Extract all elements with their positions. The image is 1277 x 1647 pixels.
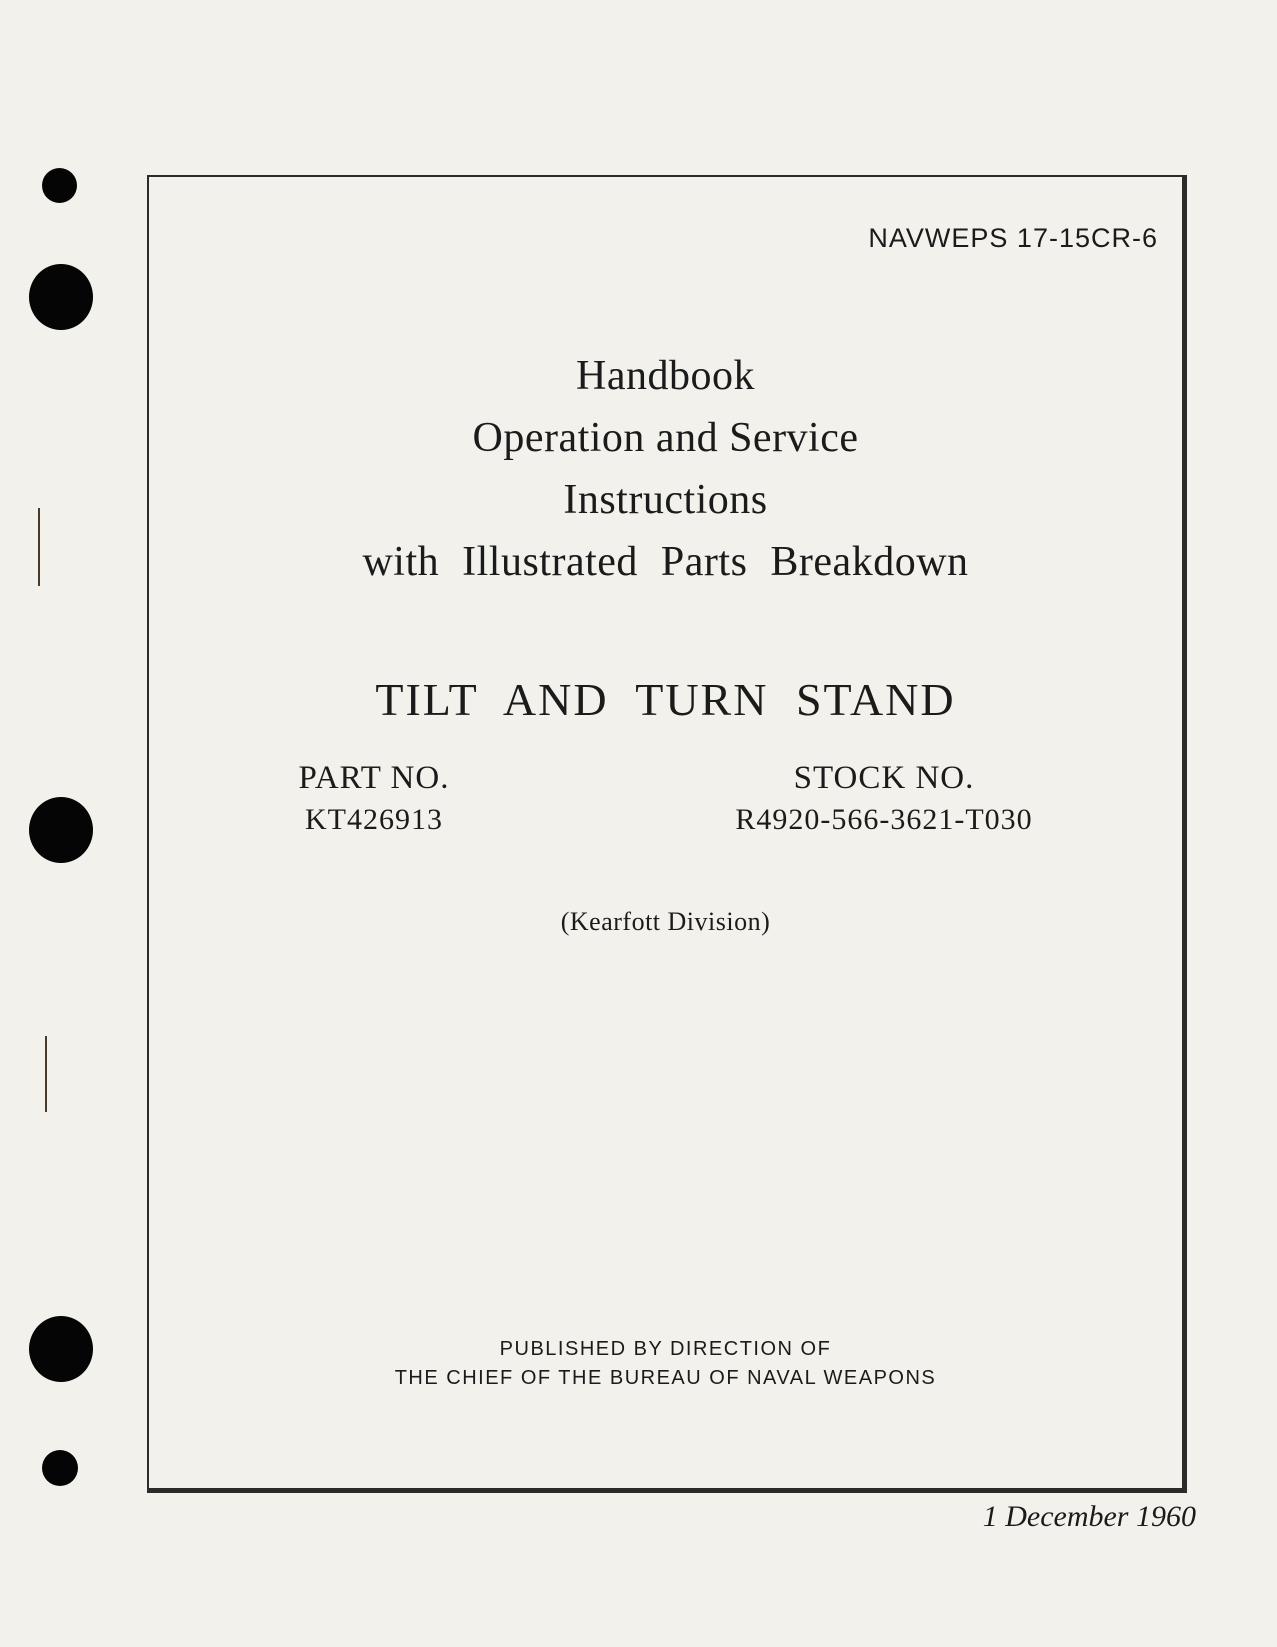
publisher-line: THE CHIEF OF THE BUREAU OF NAVAL WEAPONS <box>394 1367 937 1389</box>
part-number-value: KT426913 <box>305 803 443 836</box>
title-line: Operation and Service <box>472 415 859 461</box>
binder-mark <box>45 1036 47 1112</box>
punch-hole <box>29 264 93 330</box>
publication-date: 1 December 1960 <box>982 1500 1196 1533</box>
division-name: (Kearfott Division) <box>560 907 771 936</box>
title-line: with Illustrated Parts Breakdown <box>362 539 969 585</box>
document-number: NAVWEPS 17-15CR-6 <box>868 223 1158 253</box>
title-line: Instructions <box>563 477 768 523</box>
binder-mark <box>38 508 40 586</box>
punch-hole <box>42 1450 78 1486</box>
punch-hole <box>42 168 77 203</box>
publisher-line: PUBLISHED BY DIRECTION OF <box>499 1338 832 1360</box>
part-number-block <box>254 757 494 841</box>
title-line: Handbook <box>576 353 755 399</box>
stock-number-label: STOCK NO. <box>793 760 975 796</box>
title-block <box>149 345 1182 593</box>
equipment-name: TILT AND TURN STAND <box>375 674 956 725</box>
punch-hole <box>29 797 93 863</box>
punch-hole <box>29 1316 93 1382</box>
stock-number-value: R4920-566-3621-T030 <box>735 803 1033 836</box>
part-number-label: PART NO. <box>298 760 450 796</box>
cover-frame <box>147 175 1187 1493</box>
publisher-statement <box>149 1335 1182 1393</box>
stock-number-block <box>709 757 1059 841</box>
